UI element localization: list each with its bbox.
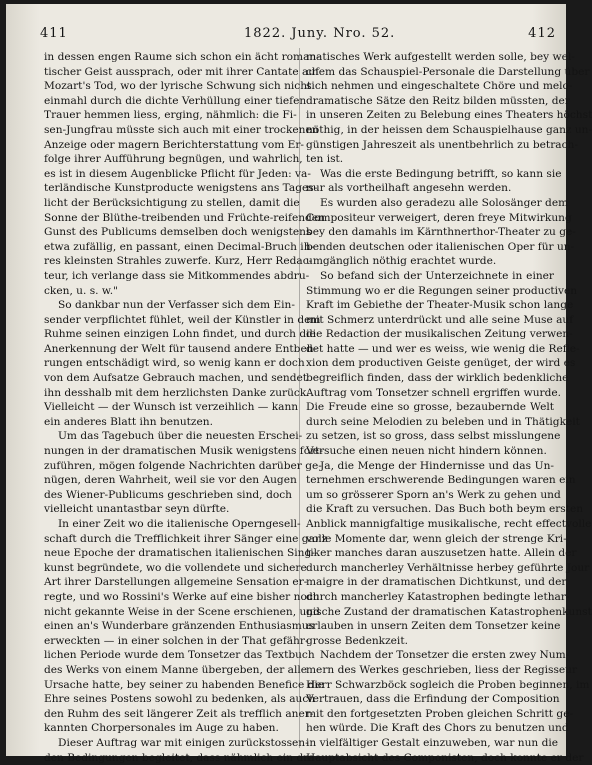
newspaper-page (6, 4, 566, 756)
text-line: In einer Zeit wo die italienische Operngesell- (44, 517, 292, 532)
text-line: teur, ich verlange dass sie Mitkommendes abdru- (44, 269, 292, 284)
right-text-column (306, 50, 554, 765)
text-line: es ist in diesem Augenblicke Pflicht für Jeden: va- (44, 167, 292, 182)
text-line: ternehmen erschwerende Bedingungen waren ein (306, 473, 554, 488)
text-line: mern des Werkes geschrieben, liess der Regisseur (306, 663, 554, 678)
text-line: licht der Berücksichtigung zu stellen, damit die (44, 196, 292, 211)
text-line: von dem Aufsatze Gebrauch machen, und sendet (44, 371, 292, 386)
text-line: gische Zustand der dramatischen Katastrophenkunst (306, 605, 554, 620)
text-line: terländische Kunstproducte wenigstens ans Tages- (44, 181, 292, 196)
text-line: Art ihrer Darstellungen allgemeine Sensation er- (44, 575, 292, 590)
column-divider (299, 48, 300, 748)
text-line: vielleicht unantastbar seyn dürfte. (44, 502, 292, 517)
text-line: benden deutschen oder italienischen Oper für un- (306, 240, 554, 255)
text-line: Sonne der Blüthe-treibenden und Früchte-reifenden (44, 211, 292, 226)
text-line: Herr Schwarzböck sogleich die Proben beginnen, im (306, 678, 554, 693)
text-line: in vielfältiger Gestalt einzuweben, war nun die (306, 736, 554, 751)
text-line: durch mancherley Verhältnisse herbey geführte Jour (306, 561, 554, 576)
text-line: Ehre seines Postens sowohl zu bedenken, als auch (44, 692, 292, 707)
text-line: Compositeur verweigert, deren freye Mitwirkung (306, 211, 554, 226)
text-line: des Wiener-Publicums geschrieben sind, doch (44, 488, 292, 503)
text-line: maigre in der dramatischen Dichtkunst, und der (306, 575, 554, 590)
text-line: Ursache hatte, bey seiner zu habenden Benefice die (44, 678, 292, 693)
page-number-left: 411 (40, 26, 68, 41)
text-line: Auftrag vom Tonsetzer schnell ergriffen wurde. (306, 386, 554, 401)
text-line: hen würde. Die Kraft des Chors zu benutzen und (306, 721, 554, 736)
text-line: nicht gekannte Weise in der Scene erschienen, und (44, 605, 292, 620)
text-line: einmahl durch die dichte Verhüllung einer tiefen (44, 94, 292, 109)
page-header (6, 26, 566, 46)
text-line: Versuche einen neuen nicht hindern können. (306, 444, 554, 459)
text-line: Anblick mannigfaltige musikalische, recht effectvolle (306, 517, 554, 532)
text-line: sich nehmen und eingeschaltete Chöre und melo- (306, 79, 554, 94)
page-number-right: 412 (528, 26, 556, 41)
text-line: Anzeige oder magern Berichterstattung vom Er- (44, 138, 292, 153)
text-line: die Redaction der musikalischen Zeitung verwen- (306, 327, 554, 342)
text-line: res kleinsten Strahles zuwerfe. Kurz, Herr Redac- (44, 254, 292, 269)
text-line: einen an's Wunderbare gränzenden Enthusiasmus (44, 619, 292, 634)
text-line: Ja, die Menge der Hindernisse und das Un- (306, 459, 554, 474)
text-line: nöthig, in der heissen dem Schauspielhause ganz un- (306, 123, 554, 138)
text-line: Vielleicht — der Wunsch ist verzeihlich — kann (44, 400, 292, 415)
text-line: etwa zufällig, en passant, einen Decimal-Bruch ih- (44, 240, 292, 255)
text-line: mit den fortgesetzten Proben gleichen Schritt ge- (306, 707, 554, 722)
text-line: ein anderes Blatt ihn benutzen. (44, 415, 292, 430)
text-line: nur als vortheilhaft angesehn werden. (306, 181, 554, 196)
text-line: günstigen Jahreszeit als unentbehrlich zu betrach- (306, 138, 554, 153)
text-line: schaft durch die Trefflichkeit ihrer Sänger eine ganz (44, 532, 292, 547)
text-line: Vertrauen, dass die Erfindung der Composition (306, 692, 554, 707)
text-line: erlauben in unsern Zeiten dem Tonsetzer keine (306, 619, 554, 634)
text-line: Nachdem der Tonsetzer die ersten zwey Num- (306, 648, 554, 663)
text-line: Was die erste Bedingung betrifft, so kann sie (306, 167, 554, 182)
text-line: So dankbar nun der Verfasser sich dem Ein- (44, 298, 292, 313)
text-line: grosse Bedenkzeit. (306, 634, 554, 649)
text-line: lichen Periode wurde dem Tonsetzer das Textbuch (44, 648, 292, 663)
text-line: tiker manches daran auszusetzen hatte. Allein der (306, 546, 554, 561)
text-line: Es wurden also geradezu alle Solosänger dem (306, 196, 554, 211)
text-line: xion dem productiven Geiste genüget, der wird es (306, 356, 554, 371)
text-line: durch seine Melodien zu beleben und in Thätigkeit (306, 415, 554, 430)
text-line: Gunst des Publicums demselben doch wenigstens (44, 225, 292, 240)
text-line: regte, und wo Rossini's Werke auf eine bisher noch (44, 590, 292, 605)
text-line: umgänglich nöthig erachtet wurde. (306, 254, 554, 269)
text-line: dramatische Sätze den Reitz bilden müssten, der (306, 94, 554, 109)
text-line: kannten Chorpersonales im Auge zu haben. (44, 721, 292, 736)
text-line: durch mancherley Katastrophen bedingte lethar- (306, 590, 554, 605)
text-line: des Werks von einem Manne übergeben, der alle (44, 663, 292, 678)
text-line: cken, u. s. w." (44, 284, 292, 299)
text-line: in unseren Zeiten zu Belebung eines Theaters höchst (306, 108, 554, 123)
text-line: zuführen, mögen folgende Nachrichten darüber ge- (44, 459, 292, 474)
text-line: chem das Schauspiel-Personale die Darstellung über (306, 65, 554, 80)
text-line: Hauptabsicht des Componisten, doch konnte er der (306, 751, 554, 765)
text-line: volle Momente dar, wenn gleich der strenge Kri- (306, 532, 554, 547)
text-line: kunst begründete, wo die vollendete und sichere (44, 561, 292, 576)
text-line: det hatte — und wer es weiss, wie wenig die Refle- (306, 342, 554, 357)
text-line: den Ruhm des seit längerer Zeit als trefflich aner- (44, 707, 292, 722)
text-line: Kraft im Gebiethe der Theater-Musik schon lange (306, 298, 554, 313)
left-text-column (44, 50, 292, 765)
text-line: um so grösserer Sporn an's Werk zu gehen und (306, 488, 554, 503)
text-line: in dessen engen Raume sich schon ein ächt roman- (44, 50, 292, 65)
text-line: nungen in der dramatischen Musik wenigstens fort- (44, 444, 292, 459)
text-line: matisches Werk aufgestellt werden solle, bey wel- (306, 50, 554, 65)
text-line: sender verpflichtet fühlet, weil der Künstler in dem (44, 313, 292, 328)
text-line: den Bedingungen begleitet, dass nähmlich ein dra- (44, 751, 292, 765)
text-line: neue Epoche der dramatischen italienischen Sing- (44, 546, 292, 561)
text-line: Um das Tagebuch über die neuesten Erschei- (44, 429, 292, 444)
text-line: Die Freude eine so grosse, bezaubernde Welt (306, 400, 554, 415)
text-line: nügen, deren Wahrheit, weil sie vor den Augen (44, 473, 292, 488)
text-line: ihn desshalb mit dem herzlichsten Danke zurück. (44, 386, 292, 401)
text-line: bey den damahls im Kärnthnerthor-Theater zu ge- (306, 225, 554, 240)
text-line: Anerkennung der Welt für tausend andere Entbeh- (44, 342, 292, 357)
text-line: die Kraft zu versuchen. Das Buch both beym ersten (306, 502, 554, 517)
text-line: So befand sich der Unterzeichnete in einer (306, 269, 554, 284)
text-line: Mozart's Tod, wo der lyrische Schwung sich nicht (44, 79, 292, 94)
text-line: begreiflich finden, dass der wirklich bedenkliche (306, 371, 554, 386)
text-line: folge ihrer Aufführung begnügen, und wahrlich, (44, 152, 292, 167)
text-line: Dieser Auftrag war mit einigen zurückstossen- (44, 736, 292, 751)
text-line: Trauer hemmen liess, erging, nähmlich: die Fi- (44, 108, 292, 123)
text-line: sen-Jungfrau müsste sich auch mit einer trockenen (44, 123, 292, 138)
text-line: ten ist. (306, 152, 554, 167)
text-line: tischer Geist aussprach, oder mit ihrer Cantate auf (44, 65, 292, 80)
issue-date: 1822. Juny. Nro. 52. (244, 26, 395, 41)
text-line: Ruhme seinen einzigen Lohn findet, und durch die (44, 327, 292, 342)
text-line: zu setzen, ist so gross, dass selbst misslungene (306, 429, 554, 444)
text-line: erweckten — in einer solchen in der That gefähr- (44, 634, 292, 649)
text-line: rungen entschädigt wird, so wenig kann er doch (44, 356, 292, 371)
text-line: Stimmung wo er die Regungen seiner productiven (306, 284, 554, 299)
text-line: mit Schmerz unterdrückt und alle seine Muse auf (306, 313, 554, 328)
